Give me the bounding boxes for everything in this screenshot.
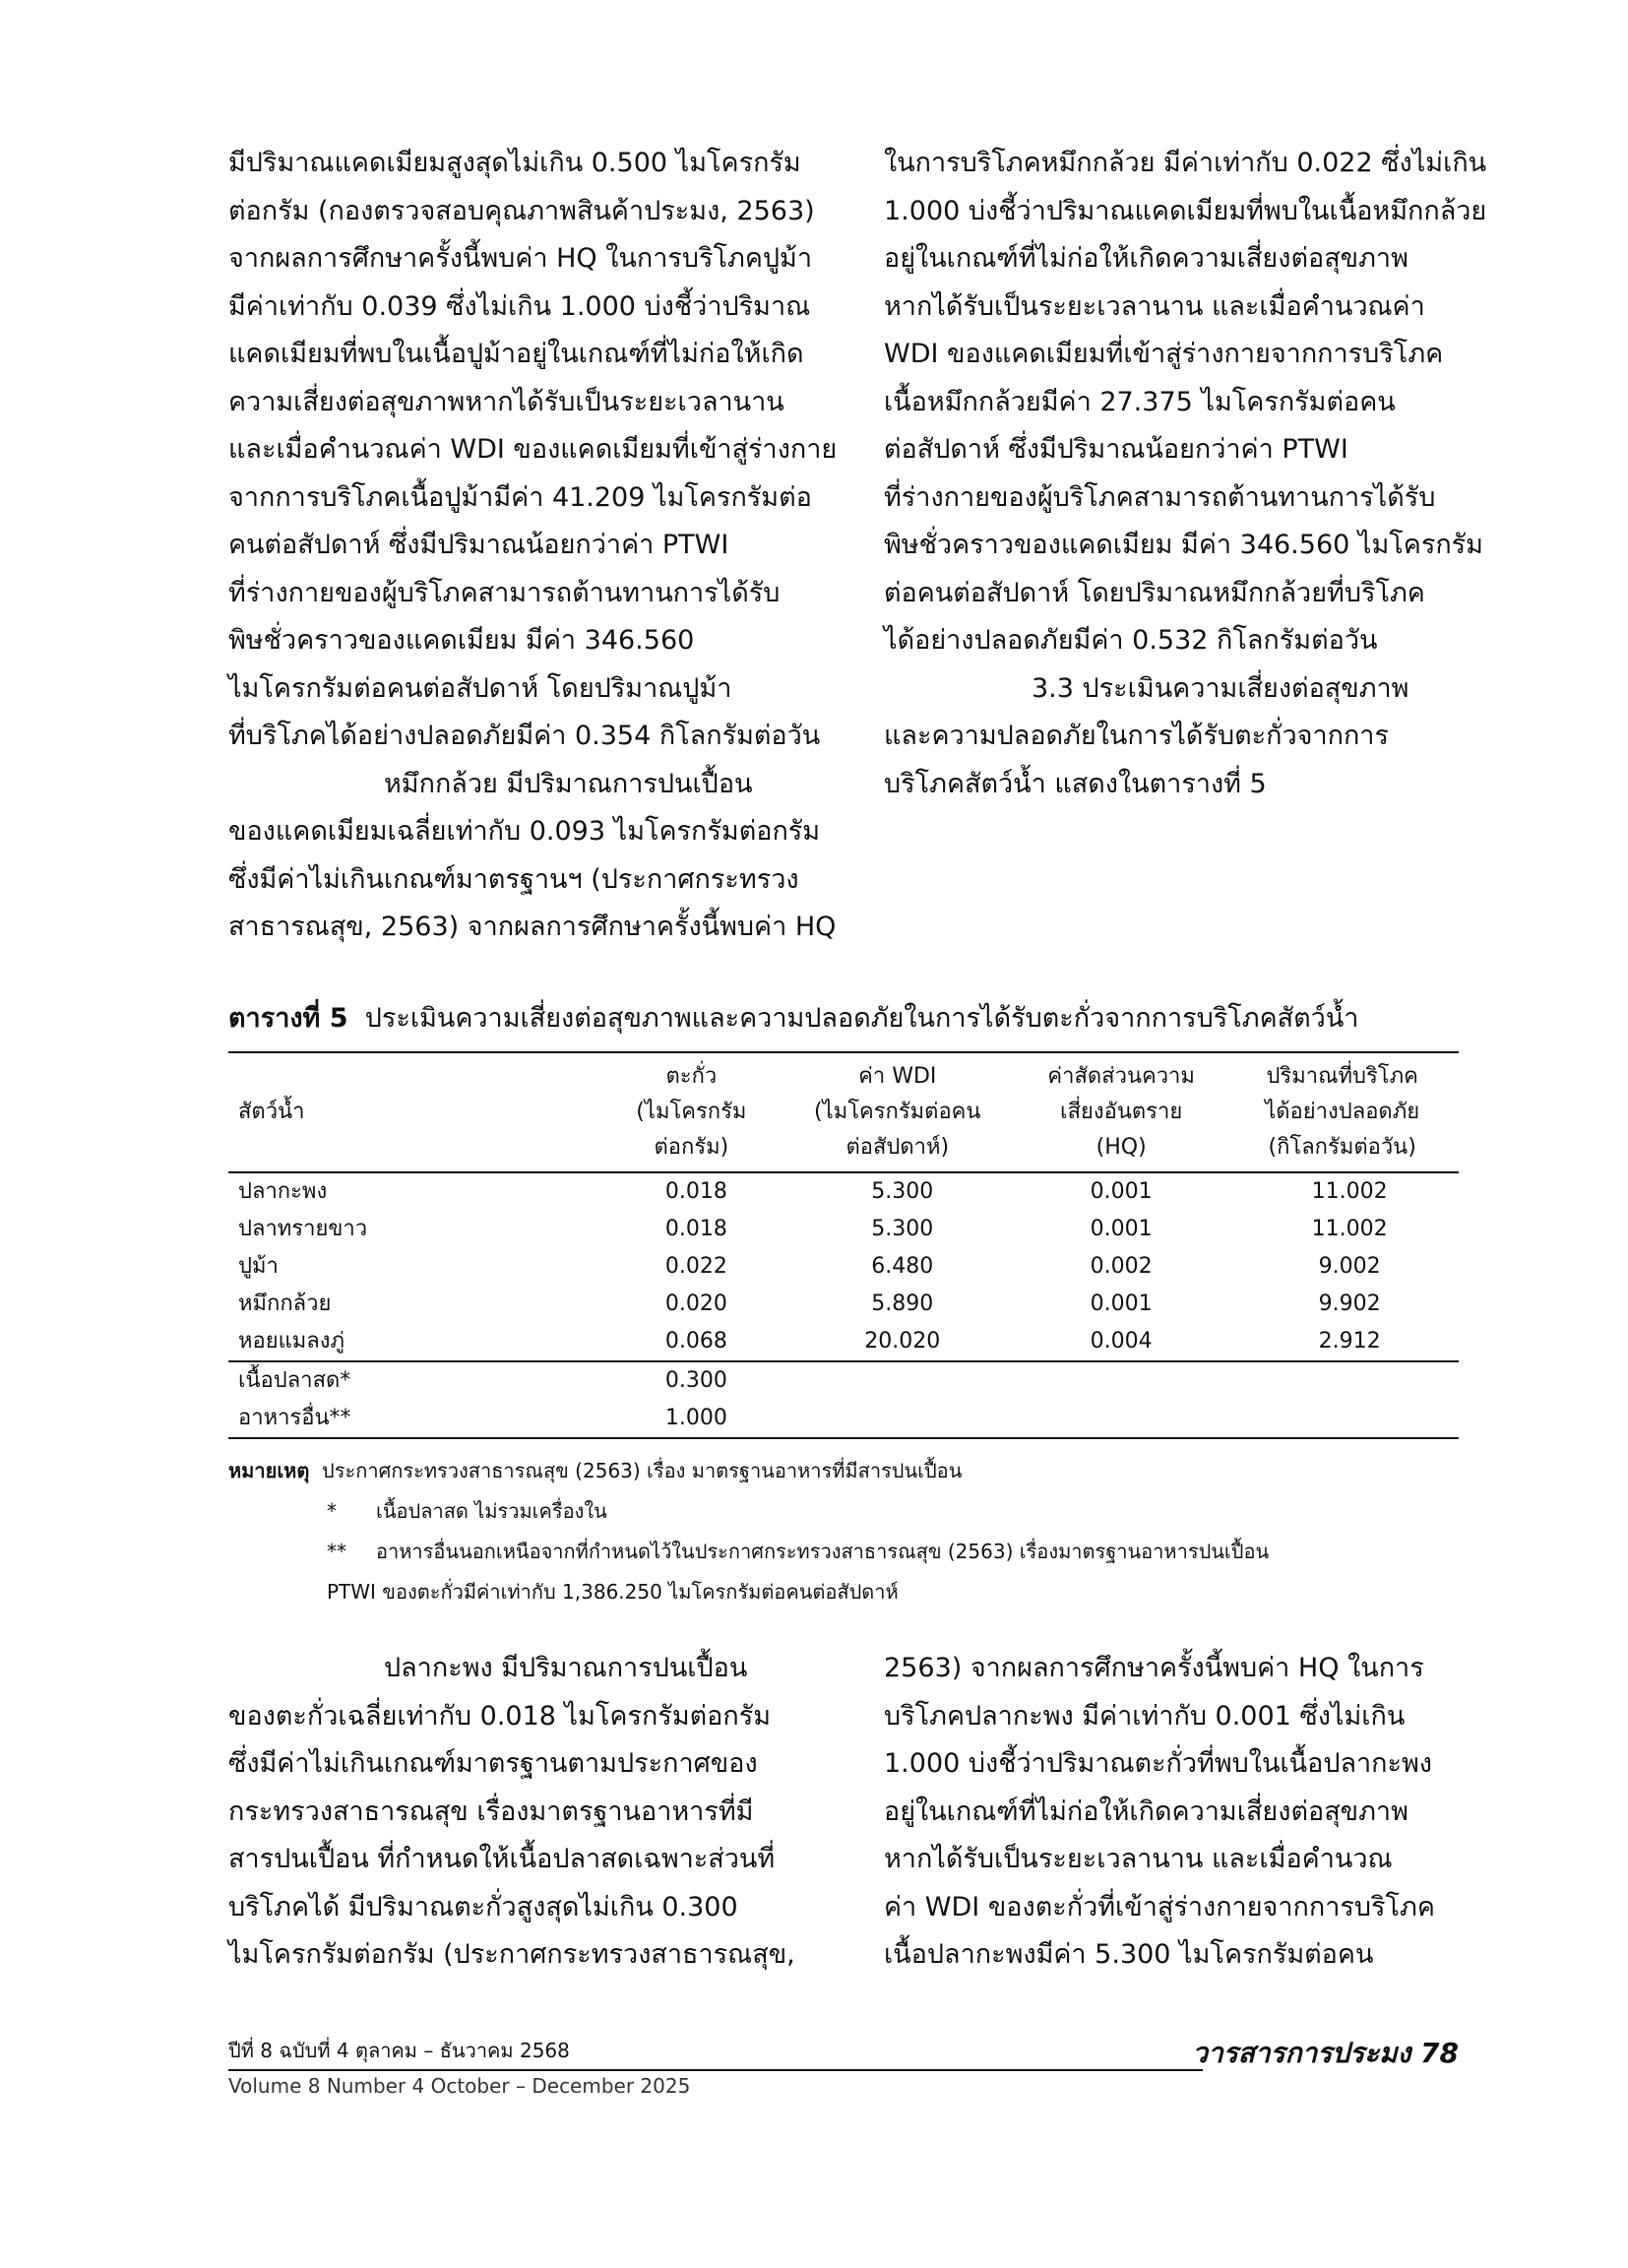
note-star2-text: อาหารอื่นนอกเหนือจากที่กำหนดไว้ในประกาศกระทรวงสาธารณสุข (2563) เรื่องมาตรฐานอาหารปนเปื้อน <box>376 1540 1270 1563</box>
note-star1-text: เนื้อปลาสด ไม่รวมเครื่องใน <box>376 1499 607 1523</box>
cell-hq: 0.001 <box>1090 1179 1153 1204</box>
body-line: ที่บริโภคได้อย่างปลอดภัยมีค่า 0.354 กิโลกรัมต่อวัน <box>228 721 821 751</box>
table-header-row <box>228 1052 1459 1172</box>
cell-wdi: 5.300 <box>871 1179 934 1204</box>
section-heading-3-3: 3.3 ประเมินความเสี่ยงต่อสุขภาพ <box>1032 672 1409 704</box>
footer-journal-page: วารสารการประมง 78 <box>1192 2037 1459 2069</box>
cell-lead: 0.300 <box>664 1368 727 1393</box>
body-line: ที่ร่างกายของผู้บริโภคสามารถต้านทานการได้รับ <box>884 481 1436 513</box>
table-number: ตารางที่ 5 <box>228 1003 348 1034</box>
body-line: บริโภคปลากะพง มีค่าเท่ากับ 0.001 ซึ่งไม่เกิน <box>884 1700 1406 1732</box>
body-line: บริโภคได้ มีปริมาณตะกั่วสูงสุดไม่เกิน 0.300 <box>228 1891 738 1922</box>
cell-hq: 0.004 <box>1090 1329 1153 1354</box>
body-line: สารปนเปื้อน ที่กำหนดให้เนื้อปลาสดเฉพาะส่วนที่ <box>228 1844 776 1874</box>
table-row <box>228 1172 1459 1211</box>
body-line: ของแคดเมียมเฉลี่ยเท่ากับ 0.093 ไมโครกรัมต่อกรัม <box>228 816 821 847</box>
body-line: และความปลอดภัยในการได้รับตะกั่วจากการ <box>884 721 1389 751</box>
header-hq: ค่าสัดส่วนความ เสี่ยงอันตราย (HQ) <box>1047 1064 1195 1160</box>
note-source: ประกาศกระทรวงสาธารณสุข (2563) เรื่อง มาตรฐานอาหารที่มีสารปนเปื้อน <box>322 1459 963 1482</box>
body-line: หากได้รับเป็นระยะเวลานาน และเมื่อคำนวณค่า <box>884 290 1425 322</box>
body-line: ไมโครกรัมต่อคนต่อสัปดาห์ โดยปริมาณปูม้า <box>228 672 732 704</box>
cell-safe-intake: 9.002 <box>1318 1254 1381 1279</box>
body-line: จากผลการศึกษาครั้งนี้พบค่า HQ ในการบริโภคปูม้า <box>228 243 812 274</box>
body-line: WDI ของแคดเมียมที่เข้าสู่ร่างกายจากการบริโภค <box>884 339 1444 369</box>
table-caption <box>228 1000 1459 1038</box>
body-column-bottom-left <box>228 1645 799 1980</box>
body-line: ได้อย่างปลอดภัยมีค่า 0.532 กิโลกรัมต่อวัน <box>884 625 1378 656</box>
table-notes <box>228 1451 1459 1612</box>
table-row <box>228 1211 1459 1248</box>
body-line: ต่อกรัม (กองตรวจสอบคุณภาพสินค้าประมง, 2563) <box>228 195 815 226</box>
body-line: 1.000 บ่งชี้ว่าปริมาณแคดเมียมที่พบในเนื้อหมึกกล้วย <box>884 195 1487 226</box>
body-column-top-right <box>884 140 1487 808</box>
cell-lead: 0.022 <box>664 1254 727 1279</box>
standard-row <box>228 1400 1459 1438</box>
cell-species: อาหารอื่น** <box>238 1406 351 1430</box>
cell-hq: 0.001 <box>1090 1292 1153 1316</box>
page-footer <box>228 2036 1459 2114</box>
body-line: ซึ่งมีค่าไม่เกินเกณฑ์มาตรฐานฯ (ประกาศกระทรวง <box>228 863 799 895</box>
note-star1-mark: * <box>327 1499 337 1523</box>
body-line: ความเสี่ยงต่อสุขภาพหากได้รับเป็นระยะเวลานาน <box>228 386 784 417</box>
cell-wdi: 5.890 <box>871 1292 934 1316</box>
cell-species: เนื้อปลาสด* <box>238 1368 351 1393</box>
body-line: กระทรวงสาธารณสุข เรื่องมาตรฐานอาหารที่มี <box>228 1796 754 1827</box>
cell-hq: 0.002 <box>1090 1254 1153 1279</box>
cell-safe-intake: 11.002 <box>1311 1179 1388 1204</box>
note-star2-line <box>228 1532 1459 1572</box>
body-line: จากการบริโภคเนื้อปูม้ามีค่า 41.209 ไมโครกรัมต่อ <box>228 481 812 513</box>
body-line: 1.000 บ่งชี้ว่าปริมาณตะกั่วที่พบในเนื้อปลากะพง <box>884 1748 1432 1779</box>
header-safe-intake: ปริมาณที่บริโภค ได้อย่างปลอดภัย (กิโลกรัมต่อวัน) <box>1265 1064 1420 1160</box>
body-column-bottom-right <box>884 1645 1455 1980</box>
cell-lead: 0.018 <box>664 1217 727 1241</box>
body-line: ไมโครกรัมต่อกรัม (ประกาศกระทรวงสาธารณสุข, <box>228 1939 795 1970</box>
body-line: สาธารณสุข, 2563) จากผลการศึกษาครั้งนี้พบค่า HQ <box>228 912 837 942</box>
body-line: ค่า WDI ของตะกั่วที่เข้าสู่ร่างกายจากการบริโภค <box>884 1891 1435 1922</box>
body-line: และเมื่อคำนวณค่า WDI ของแคดเมียมที่เข้าสู่ร่างกาย <box>228 434 838 465</box>
body-line: อยู่ในเกณฑ์ที่ไม่ก่อให้เกิดความเสี่ยงต่อสุขภาพ <box>884 1796 1409 1827</box>
body-line: ที่ร่างกายของผู้บริโภคสามารถต้านทานการได้รับ <box>228 577 781 608</box>
cell-safe-intake: 11.002 <box>1311 1217 1388 1241</box>
cell-species: ปูม้า <box>238 1254 279 1279</box>
body-line: ในการบริโภคหมึกกล้วย มีค่าเท่ากับ 0.022 ซึ่งไม่เกิน <box>884 148 1487 178</box>
body-line: อยู่ในเกณฑ์ที่ไม่ก่อให้เกิดความเสี่ยงต่อสุขภาพ <box>884 243 1409 274</box>
footer-issue-english: Volume 8 Number 4 October – December 2025 <box>228 2074 691 2098</box>
note-label: หมายเหตุ <box>228 1459 310 1482</box>
body-line: พิษชั่วคราวของแคดเมียม มีค่า 346.560 ไมโครกรัม <box>884 530 1483 560</box>
cell-lead: 1.000 <box>664 1406 727 1430</box>
cell-lead: 0.020 <box>664 1292 727 1316</box>
header-species: สัตว์น้ำ <box>238 1100 305 1124</box>
body-line: ต่อสัปดาห์ ซึ่งมีปริมาณน้อยกว่าค่า PTWI <box>884 434 1348 465</box>
header-lead: ตะกั่ว (ไมโครกรัม ต่อกรัม) <box>636 1064 747 1160</box>
body-line: เนื้อหมึกกล้วยมีค่า 27.375 ไมโครกรัมต่อคน <box>884 386 1396 417</box>
table-title: ประเมินความเสี่ยงต่อสุขภาพและความปลอดภัยในการได้รับตะกั่วจากการบริโภคสัตว์น้ำ <box>364 1003 1359 1034</box>
cell-lead: 0.068 <box>664 1329 727 1354</box>
cell-wdi: 6.480 <box>871 1254 934 1279</box>
body-line: ซึ่งมีค่าไม่เกินเกณฑ์มาตรฐานตามประกาศของ <box>228 1748 758 1779</box>
cell-species: ปลาทรายขาว <box>238 1217 368 1241</box>
body-line: บริโภคสัตว์น้ำ แสดงในตารางที่ 5 <box>884 768 1267 799</box>
cell-species: หมึกกล้วย <box>238 1292 332 1316</box>
body-line: หมึกกล้วย มีปริมาณการปนเปื้อน <box>384 768 753 799</box>
cell-species: ปลากะพง <box>238 1179 328 1204</box>
body-line: ของตะกั่วเฉลี่ยเท่ากับ 0.018 ไมโครกรัมต่อกรัม <box>228 1700 772 1732</box>
cell-safe-intake: 2.912 <box>1318 1329 1381 1354</box>
table-row <box>228 1323 1459 1361</box>
cell-lead: 0.018 <box>664 1179 727 1204</box>
table-row <box>228 1286 1459 1323</box>
cell-wdi: 5.300 <box>871 1217 934 1241</box>
table-row <box>228 1248 1459 1286</box>
body-line: มีปริมาณแคดเมียมสูงสุดไม่เกิน 0.500 ไมโครกรัม <box>228 148 801 178</box>
body-line: ต่อคนต่อสัปดาห์ โดยปริมาณหมึกกล้วยที่บริโภค <box>884 577 1425 608</box>
footer-issue-thai: ปีที่ 8 ฉบับที่ 4 ตุลาคม – ธันวาคม 2568 <box>228 2039 570 2062</box>
body-line: เนื้อปลากะพงมีค่า 5.300 ไมโครกรัมต่อคน <box>884 1939 1374 1970</box>
body-line: แคดเมียมที่พบในเนื้อปูม้าอยู่ในเกณฑ์ที่ไม่ก่อให้เกิด <box>228 339 804 369</box>
cell-safe-intake: 9.902 <box>1318 1292 1381 1316</box>
standard-row <box>228 1361 1459 1400</box>
cell-wdi: 20.020 <box>864 1329 941 1354</box>
header-wdi: ค่า WDI (ไมโครกรัมต่อคน ต่อสัปดาห์) <box>814 1064 981 1160</box>
body-line: คนต่อสัปดาห์ ซึ่งมีปริมาณน้อยกว่าค่า PTWI <box>228 530 729 560</box>
body-line: มีค่าเท่ากับ 0.039 ซึ่งไม่เกิน 1.000 บ่งชี้ว่าปริมาณ <box>228 290 811 322</box>
body-line: 2563) จากผลการศึกษาครั้งนี้พบค่า HQ ในการ <box>884 1653 1424 1683</box>
note-star1-line <box>228 1491 1459 1532</box>
lead-risk-table <box>228 1051 1459 1439</box>
note-star2-mark: ** <box>327 1540 346 1563</box>
body-line: ปลากะพง มีปริมาณการปนเปื้อน <box>384 1653 748 1683</box>
note-ptwi: PTWI ของตะกั่วมีค่าเท่ากับ 1,386.250 ไมโครกรัมต่อคนต่อสัปดาห์ <box>327 1580 899 1604</box>
body-line: หากได้รับเป็นระยะเวลานาน และเมื่อคำนวณ <box>884 1844 1393 1874</box>
body-column-top-left <box>228 140 838 952</box>
body-line: พิษชั่วคราวของแคดเมียม มีค่า 346.560 <box>228 625 695 656</box>
cell-hq: 0.001 <box>1090 1217 1153 1241</box>
note-source-line <box>228 1451 1459 1491</box>
cell-species: หอยแมลงภู่ <box>238 1329 345 1354</box>
